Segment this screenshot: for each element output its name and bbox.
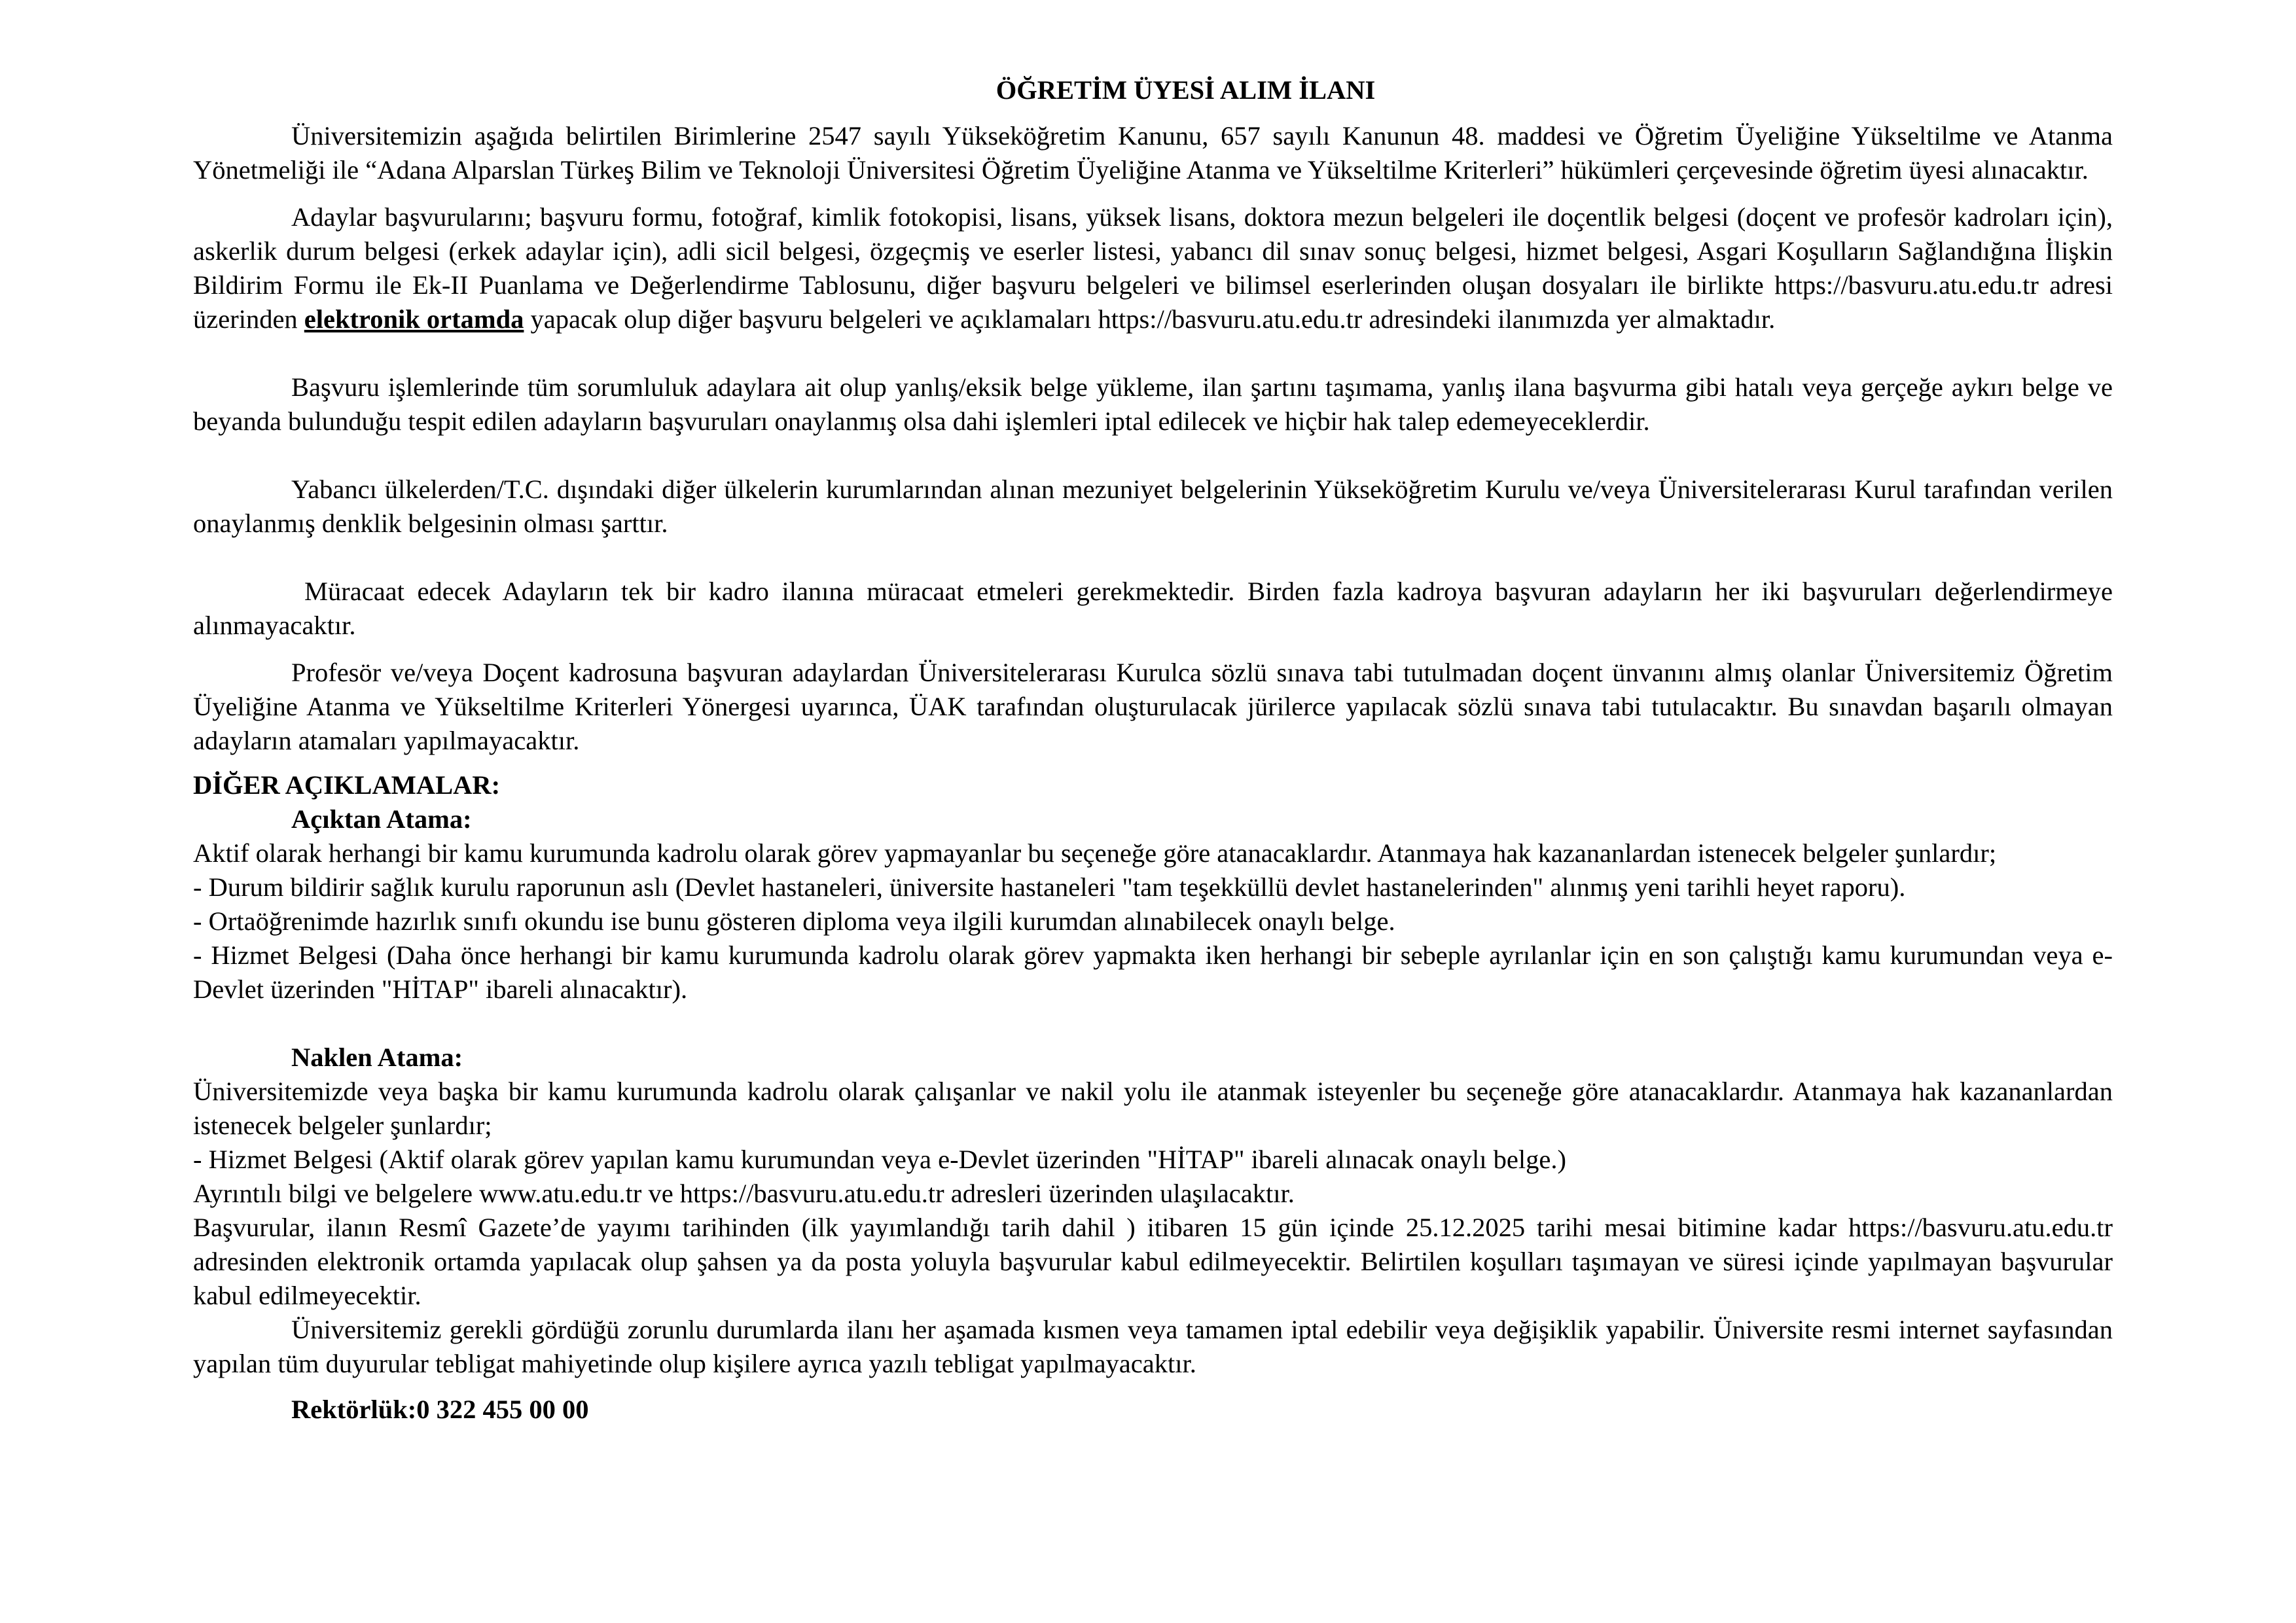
responsibility-paragraph: Başvuru işlemlerinde tüm sorumluluk adaylara ait olup yanlış/eksik belge yükleme, ilan şartını taşımama, yanlış ilana başvurma gibi hatalı veya gerçeğe aykırı belge ve beyanda bulunduğu tespit edilen adayların başvuruları onaylanmış olsa dahi işlemleri iptal edilecek ve hiçbir hak talep edemeyeceklerdir. — [193, 372, 2113, 436]
list-item: - Hizmet Belgesi (Aktif olarak görev yapılan kamu kurumundan veya e-Devlet üzerinden "HİTAP" ibareli alınacak onaylı belge.) — [193, 1145, 1566, 1174]
transfer-appointment-intro: Üniversitemizde veya başka bir kamu kurumunda kadrolu olarak çalışanlar ve nakil yolu ile atanmak isteyenler bu seçeneğe göre atanacaklardır. Atanmaya hak kazananlardan istenecek belgeler şunlardır; — [193, 1077, 2113, 1140]
application-paragraph — [193, 200, 2113, 336]
list-item: - Hizmet Belgesi (Daha önce herhangi bir kamu kurumunda kadrolu olarak görev yapmakta iken herhangi bir sebeple ayrılanlar için en son çalıştığı kamu kurumundan veya e-Devlet üzerinden "HİTAP" ibareli alınacaktır). — [193, 940, 2113, 1004]
equivalence-paragraph: Yabancı ülkelerden/T.C. dışındaki diğer ülkelerin kurumlarından alınan mezuniyet belgelerinin Yükseköğretim Kurulu ve/veya Üniversitelerarası Kurul tarafından verilen onaylanmış denklik belgesinin olması şarttır. — [193, 474, 2113, 538]
application-text-end: yapacak olup diğer başvuru belgeleri ve açıklamaları https://basvuru.atu.edu.tr adresindeki ilanımızda yer almaktadır. — [524, 304, 1776, 334]
page-title: ÖĞRETİM ÜYESİ ALIM İLANI — [996, 75, 1376, 105]
electronic-emphasis: elektronik ortamda — [304, 304, 524, 334]
transfer-appointment-heading: Naklen Atama: — [291, 1043, 463, 1072]
spacer — [193, 1007, 2113, 1041]
spacer — [193, 541, 2113, 575]
spacer — [193, 438, 2113, 473]
info-line: Ayrıntılı bilgi ve belgelere www.atu.edu.tr ve https://basvuru.atu.edu.tr adresleri üzerinden ulaşılacaktır. — [193, 1179, 1295, 1208]
other-explanations-heading: DİĞER AÇIKLAMALAR: — [193, 770, 501, 800]
rectorate-phone: Rektörlük:0 322 455 00 00 — [291, 1395, 589, 1424]
direct-appointment-heading: Açıktan Atama: — [291, 804, 472, 834]
intro-paragraph: Üniversitemizin aşağıda belirtilen Birimlerine 2547 sayılı Yükseköğretim Kanunu, 657 sayılı Kanunun 48. maddesi ve Öğretim Üyeliğine Yükseltilme ve Atanma Yönetmeliği ile “Adana Alparslan Türkeş Bilim ve Teknoloji Üniversitesi Öğretim Üyeliğine Atanma ve Yükseltilme Kriterleri” hükümleri çerçevesinde öğretim üyesi alınacaktır. — [193, 121, 2113, 185]
cancellation-paragraph: Üniversitemiz gerekli gördüğü zorunlu durumlarda ilanı her aşamada kısmen veya tamamen iptal edebilir veya değişiklik yapabilir. Üniversite resmi internet sayfasından yapılan tüm duyurular tebligat mahiyetinde olup kişilere ayrıca yazılı tebligat yapılmayacaktır. — [193, 1315, 2113, 1378]
spacer — [193, 336, 2113, 370]
oral-exam-paragraph: Profesör ve/veya Doçent kadrosuna başvuran adaylardan Üniversitelerarası Kurulca sözlü sınava tabi tutulmadan doçent ünvanını almış olanlar Üniversitemiz Öğretim Üyeliğine Atanma ve Yükseltilme Kriterleri Yönergesi uyarınca, ÜAK tarafından oluşturulacak jürilerce yapılacak sözlü sınava tabi tutulacaktır. Bu sınavdan başarılı olmayan adayların atamaları yapılmayacaktır. — [193, 658, 2113, 755]
list-item: - Ortaöğrenimde hazırlık sınıfı okundu ise bunu gösteren diploma veya ilgili kurumdan alınabilecek onaylı belge. — [193, 906, 1395, 936]
list-item: - Durum bildirir sağlık kurulu raporunun aslı (Devlet hastaneleri, üniversite hastaneleri "tam teşekküllü devlet hastanelerinden" alınmış yeni tarihli heyet raporu). — [193, 872, 1906, 902]
application-text-start: Adaylar başvurularını; başvuru formu, fotoğraf, kimlik fotokopisi, lisans, yüksek lisans, doktora mezun belgeleri ile doçentlik belgesi (doçent ve profesör kadroları için), askerlik durum belgesi (erkek adaylar için), adli sicil belgesi, özgeçmiş ve eserler listesi, yabancı dil sınav sonuç belgesi, hizmet belgesi, Asgari Koşulların Sağlandığına İlişkin Bildirim Formu ile Ek-II Puanlama ve Değerlendirme Tablosunu, diğer başvuru belgeleri ve bilimsel eserlerinden oluşan dosyaları ile birlikte https://basvuru.atu.edu.tr adresi üzerinden — [193, 202, 2113, 334]
single-application-paragraph: Müracaat edecek Adayların tek bir kadro ilanına müracaat etmeleri gerekmektedir. Birden fazla kadroya başvuran adayların her iki başvuruları değerlendirmeye alınmayacaktır. — [193, 577, 2113, 640]
direct-appointment-intro: Aktif olarak herhangi bir kamu kurumunda kadrolu olarak görev yapmayanlar bu seçeneğe göre atanacaklardır. Atanmaya hak kazananlardan istenecek belgeler şunlardır; — [193, 838, 1997, 868]
deadline-paragraph: Başvurular, ilanın Resmî Gazete’de yayımı tarihinden (ilk yayımlandığı tarih dahil ) itibaren 15 gün içinde 25.12.2025 tarihi mesai bitimine kadar https://basvuru.atu.edu.tr adresinden elektronik ortamda yapılacak olup şahsen ya da posta yoluyla başvurular kabul edilmeyecektir. Belirtilen koşulları taşımayan ve süresi içinde yapılmayan başvurular kabul edilmeyecektir. — [193, 1213, 2113, 1310]
